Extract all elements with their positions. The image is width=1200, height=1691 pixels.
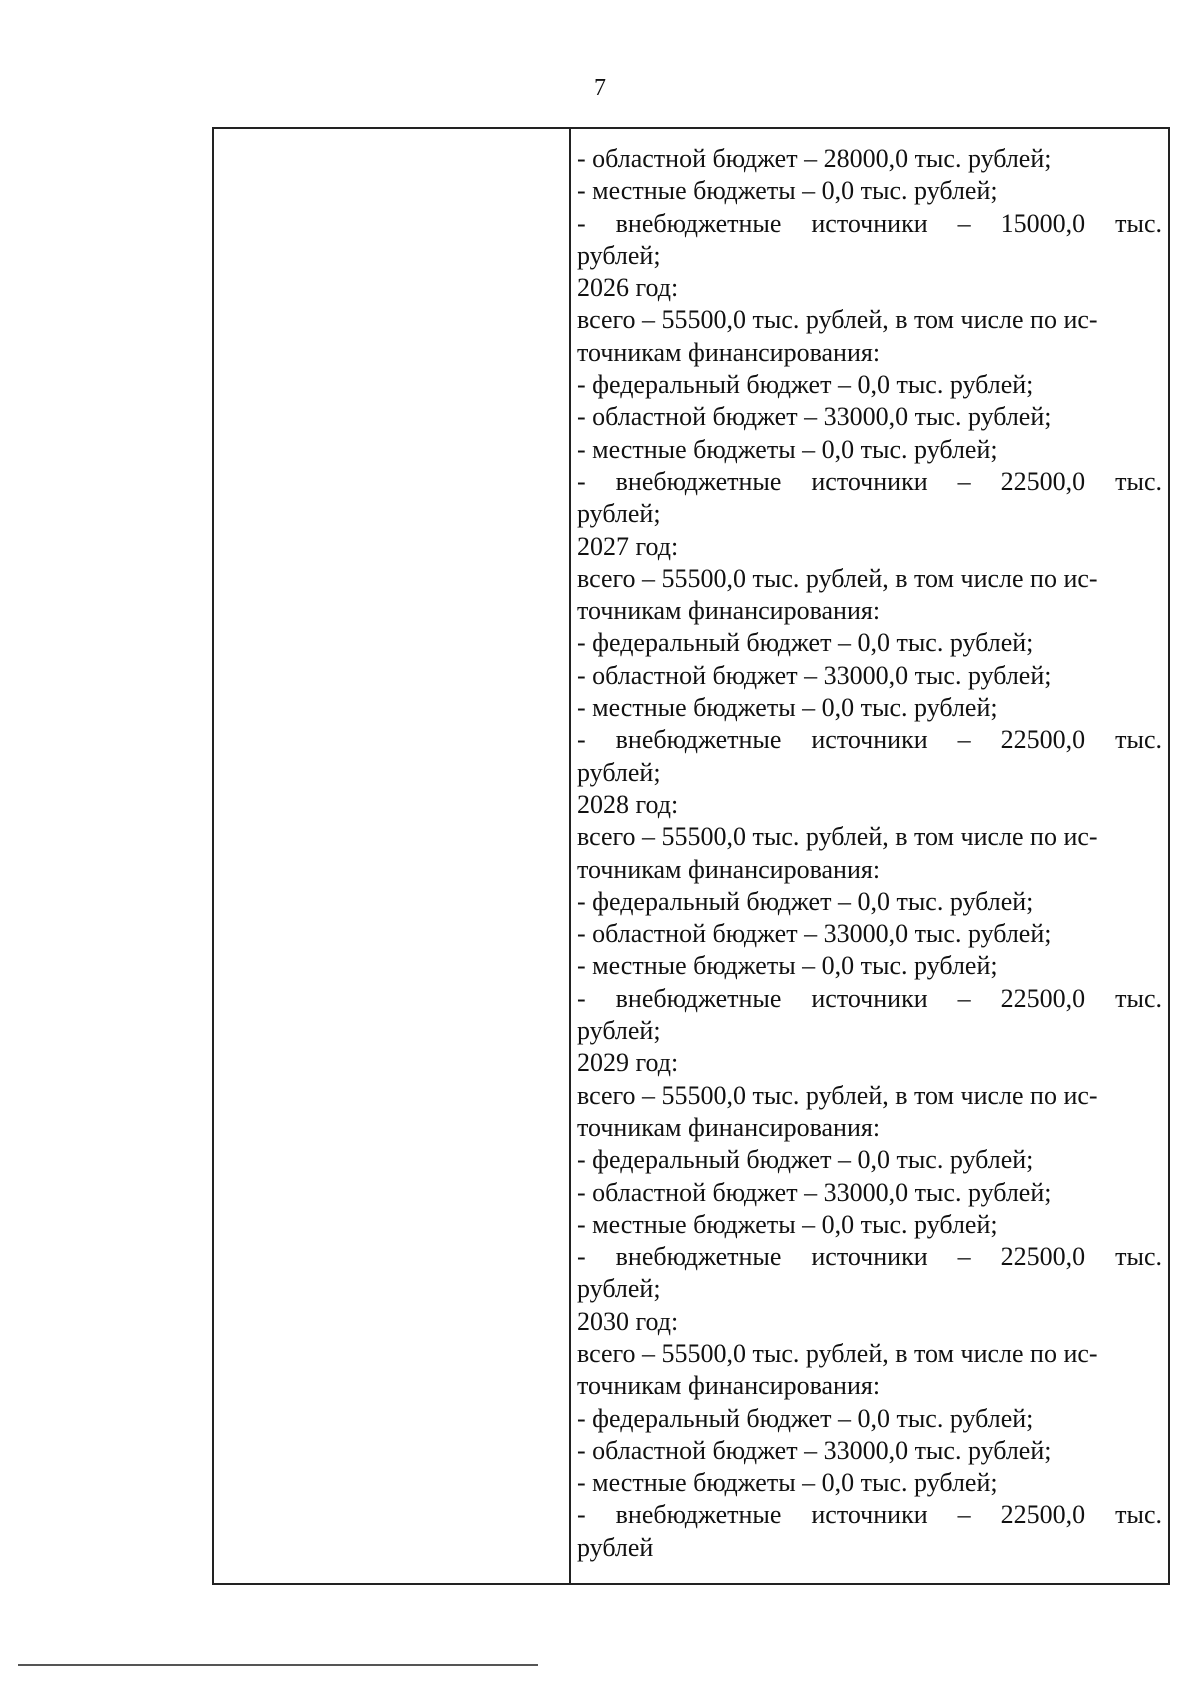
text-line: - внебюджетные источники – 15000,0 тыс. [577, 208, 1162, 238]
text-line: рублей; [577, 757, 661, 787]
text-line: - местные бюджеты – 0,0 тыс. рублей; [577, 434, 998, 464]
text-line: - областной бюджет – 33000,0 тыс. рублей; [577, 1435, 1052, 1465]
text-line: точникам финансирования: [577, 1112, 881, 1142]
text-line: - федеральный бюджет – 0,0 тыс. рублей; [577, 1403, 1034, 1433]
text-line: - внебюджетные источники – 22500,0 тыс. [577, 1242, 1162, 1272]
text-line: точникам финансирования: [577, 854, 881, 884]
text-line: - федеральный бюджет – 0,0 тыс. рублей; [577, 1145, 1034, 1175]
text-line: - внебюджетные источники – 22500,0 тыс. [577, 725, 1162, 755]
text-line: - областной бюджет – 33000,0 тыс. рублей; [577, 1177, 1052, 1207]
text-line: 2030 год: [577, 1306, 679, 1336]
text-line: - областной бюджет – 28000,0 тыс. рублей; [577, 144, 1052, 173]
text-line: всего – 55500,0 тыс. рублей, в том числе по ис- [577, 1338, 1098, 1368]
text-line: - федеральный бюджет – 0,0 тыс. рублей; [577, 628, 1034, 658]
text-line: - федеральный бюджет – 0,0 тыс. рублей; [577, 886, 1034, 916]
page-number: 7 [594, 75, 606, 101]
text-line: 2029 год: [577, 1048, 679, 1078]
text-line: всего – 55500,0 тыс. рублей, в том числе по ис- [577, 305, 1098, 335]
text-line: точникам финансирования: [577, 1371, 881, 1401]
text-line: точникам финансирования: [577, 596, 881, 626]
text-line: рублей; [577, 1274, 661, 1304]
text-line: всего – 55500,0 тыс. рублей, в том числе по ис- [577, 563, 1098, 593]
text-line: - местные бюджеты – 0,0 тыс. рублей; [577, 693, 998, 723]
text-line: - местные бюджеты – 0,0 тыс. рублей; [577, 951, 998, 981]
footer-rule [18, 1664, 538, 1666]
text-line: - внебюджетные источники – 22500,0 тыс. [577, 983, 1162, 1013]
table-right-cell [571, 129, 1168, 1583]
text-line: - местные бюджеты – 0,0 тыс. рублей; [577, 1209, 998, 1239]
text-line: рублей; [577, 1016, 661, 1046]
table-left-cell [214, 129, 571, 1583]
text-line: рублей; [577, 240, 661, 270]
text-line: 2027 год: [577, 531, 679, 561]
text-line: - областной бюджет – 33000,0 тыс. рублей; [577, 660, 1052, 690]
text-line: 2028 год: [577, 789, 679, 819]
text-line: рублей [577, 1532, 654, 1562]
text-line: - внебюджетные источники – 22500,0 тыс. [577, 1500, 1162, 1530]
text-line: рублей; [577, 499, 661, 529]
text-line: точникам финансирования: [577, 337, 881, 367]
text-line: - федеральный бюджет – 0,0 тыс. рублей; [577, 370, 1034, 400]
text-line: - местные бюджеты – 0,0 тыс. рублей; [577, 1468, 998, 1498]
text-line: - областной бюджет – 33000,0 тыс. рублей; [577, 402, 1052, 432]
text-line: - местные бюджеты – 0,0 тыс. рублей; [577, 176, 998, 206]
funding-table [212, 127, 1170, 1585]
text-line: всего – 55500,0 тыс. рублей, в том числе по ис- [577, 822, 1098, 852]
text-line: 2026 год: [577, 273, 679, 303]
text-line: всего – 55500,0 тыс. рублей, в том числе по ис- [577, 1080, 1098, 1110]
text-line: - областной бюджет – 33000,0 тыс. рублей; [577, 919, 1052, 949]
text-line: - внебюджетные источники – 22500,0 тыс. [577, 466, 1162, 496]
